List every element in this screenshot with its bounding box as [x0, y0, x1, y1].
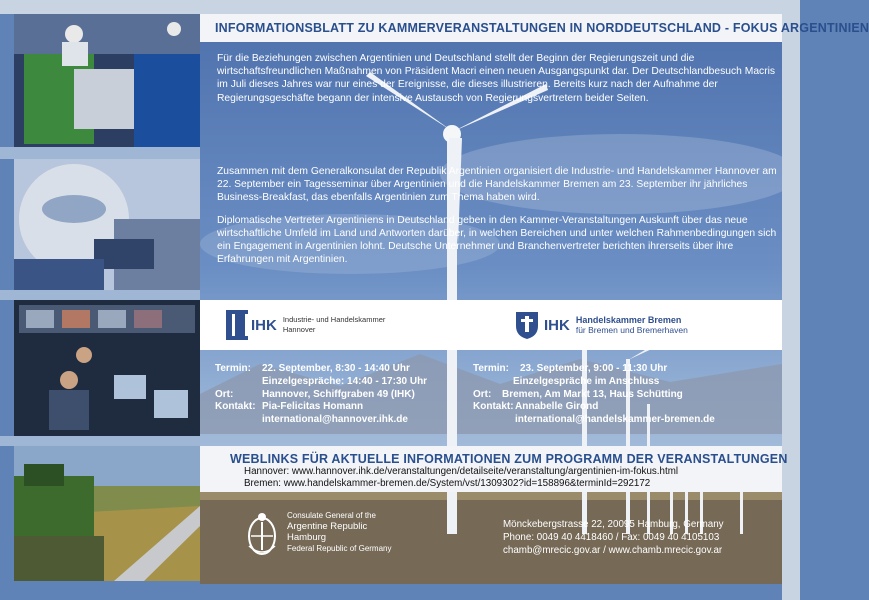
address-street: Mönckebergstrasse 22, 20095 Hamburg, Germany [503, 519, 724, 530]
body-paragraph-1: Zusammen mit dem Generalkonsulat der Republik Argentinien organisiert die Industrie- und Handelskammer Hannover am 22. September ein Tagesseminar über Argentinien und die Handelskammer Bremen am 23. September ihr jährliches Business-Breakfast, das ebenfalls Argentinien zum Thema haben wird. [217, 166, 777, 204]
hannover-kontakt-label: Kontakt: [215, 401, 256, 413]
ihk-hannover-name-line2: Hannover [282, 325, 316, 334]
bremen-termin-label: Termin: [473, 363, 509, 374]
weblinks-title: WEBLINKS FÜR AKTUELLE INFORMATIONEN ZUM PROGRAMM DER VERANSTALTUNGEN [230, 452, 788, 466]
body-paragraph-2: Diplomatische Vertreter Argentiniens in Deutschland geben in den Kammer-Veranstaltungen Auskunft über das neue wirtschaftliche Umfeld im Land und Antworten darüber, in welchen Bereichen und unter welchen Rahmenbedingungen sich ein Engagement in Argentinien lohnt. Deutsche Unternehmer und Branchenvertreter berichten ihrerseits über ihre Erfahrungen mit Argentinien. [217, 214, 777, 266]
consulate-logo [245, 510, 392, 558]
consulate-line1: Consulate General of the [287, 511, 376, 520]
address-phone: Phone: 0049 40 4418460 / Fax: 0049 40 4105103 [503, 532, 720, 544]
hannover-ort-label: Ort: [215, 388, 234, 400]
consulate-address [503, 518, 724, 558]
consulate-line3: Hamburg [287, 532, 327, 543]
factory-worker-photo [14, 14, 200, 147]
bremen-termin: 23. September, 9:00 - 11:30 Uhr [520, 363, 668, 374]
ihk-abbr: IHK [251, 316, 277, 334]
bremen-einzelgespraeche: Einzelgespräche im Anschluss [513, 375, 660, 387]
weblinks-bar [200, 446, 788, 492]
hannover-kontakt-row [215, 401, 427, 414]
right-edge [782, 0, 800, 600]
top-stripe [0, 0, 800, 14]
bremen-ort-label: Ort: [473, 388, 492, 400]
harvester-photo [14, 446, 200, 581]
weblink-hannover[interactable]: Hannover: www.hannover.ihk.de/veranstaltungen/detailseite/veranstaltung/argentinien-im-fokus.html [244, 466, 679, 477]
handelskammer-bremen-logo [514, 308, 688, 342]
ihk-mark-icon [226, 310, 248, 340]
consulate-line2: Argentine Republic [287, 521, 368, 532]
hannover-termin-row [215, 363, 427, 376]
bremen-ihk-abbr: IHK [544, 316, 570, 334]
lab-scientist-photo [14, 159, 200, 290]
page-title: INFORMATIONSBLATT ZU KAMMERVERANSTALTUNGEN IN NORDDEUTSCHLAND - FOKUS ARGENTINIEN [215, 21, 869, 35]
intro-paragraph: Für die Beziehungen zwischen Argentinien und Deutschland stellt der Beginn der Regierungszeit und die wirtschaftsfreundlichen Maßnahmen von Präsident Macri einen neuen Ausgangspunkt dar. Der Deutschlandbesuch Macris im Juli dieses Jahres war nur eines der Ereignisse, die dieses illustrieren. Bereits kurz nach der Aufnahme der Regierungsgeschäfte begann der intensive Austausch von Regierungsvertretern beider Seiten. [217, 53, 776, 104]
hannover-email[interactable]: international@hannover.ihk.de [262, 414, 408, 426]
weblink-bremen[interactable]: Bremen: www.handelskammer-bremen.de/System/vst/1309302?id=158896&terminId=292172 [244, 478, 651, 489]
hannover-termin: 22. September, 8:30 - 14:40 Uhr [262, 363, 410, 374]
address-contact[interactable]: chamb@mrecic.gov.ar / www.chamb.mrecic.gov.ar [503, 545, 723, 557]
logo-bar [200, 300, 782, 350]
argentina-emblem-icon [245, 510, 279, 558]
bremen-email[interactable]: international@handelskammer-bremen.de [515, 414, 715, 426]
intro-text [217, 52, 777, 114]
hannover-event-details [215, 363, 427, 427]
bremen-termin-row [473, 363, 715, 376]
hannover-einzelgespraeche: Einzelgespräche: 14:40 - 17:30 Uhr [262, 375, 428, 387]
bremen-ort: Bremen, Am Markt 13, Haus Schütting [502, 388, 683, 400]
consulate-text [287, 510, 392, 554]
bremen-kontakt: Annabelle Girond [515, 401, 599, 413]
bremen-name-line1: Handelskammer Bremen [575, 315, 682, 325]
body-text [217, 165, 777, 275]
bremen-name-line2: für Bremen und Bremerhaven [575, 325, 688, 335]
ihk-hannover-name-line1: Industrie- und Handelskammer [282, 315, 386, 324]
consulate-line4: Federal Republic of Germany [287, 544, 392, 553]
hannover-termin-label: Termin: [215, 363, 251, 374]
bremen-crest-icon [514, 310, 540, 340]
hannover-kontakt: Pia-Felicitas Homann [262, 401, 364, 413]
ihk-hannover-logo [226, 308, 385, 342]
control-room-photo [14, 300, 200, 436]
hannover-ort-row [215, 389, 427, 402]
ihk-hannover-name [283, 315, 386, 335]
handelskammer-bremen-name [576, 315, 688, 335]
bremen-event-details [473, 363, 715, 427]
hannover-ort: Hannover, Schiffgraben 49 (IHK) [262, 388, 415, 400]
bremen-kontakt-row [473, 401, 715, 414]
header-bar [200, 14, 869, 42]
bremen-ort-row [473, 389, 715, 402]
bremen-kontakt-label: Kontakt: [473, 401, 514, 413]
